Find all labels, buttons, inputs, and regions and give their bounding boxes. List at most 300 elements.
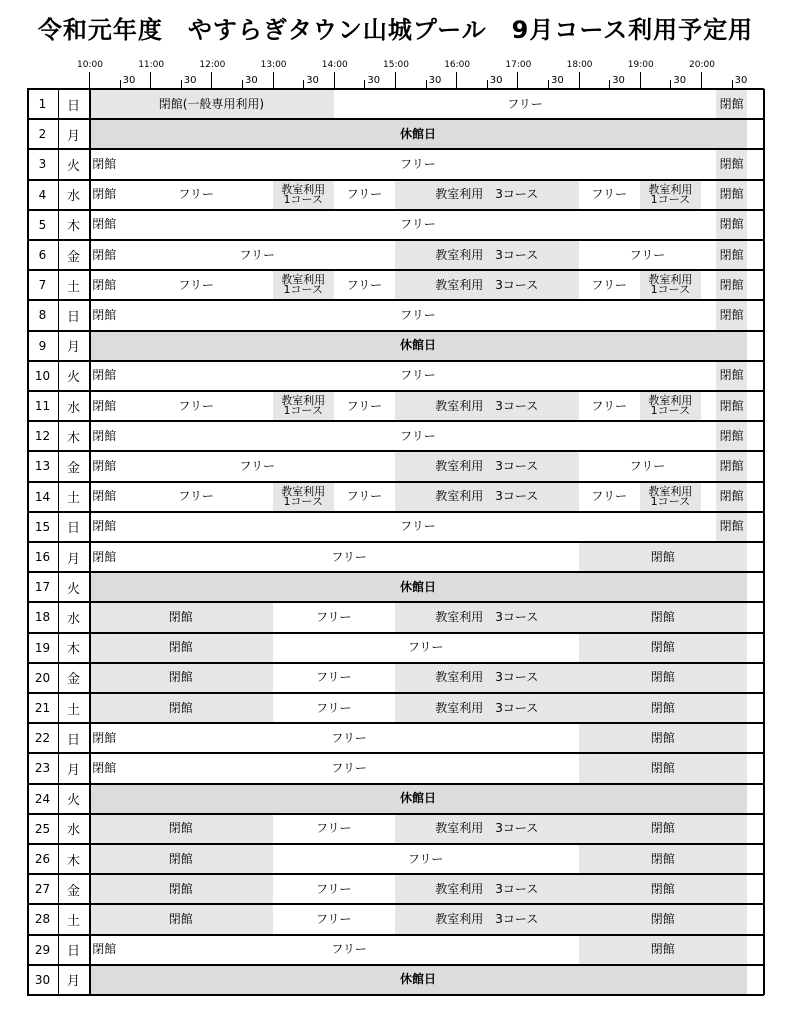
schedule-row [27,391,764,421]
column-divider [89,451,91,481]
date-number: 10 [34,368,51,383]
slot-label: 閉館 [650,700,675,715]
row-rule [27,269,764,271]
slot-label: 教室利用 [281,182,326,196]
slot-label: 閉館 [719,368,744,383]
lesson-slot-cell [395,240,579,270]
slot-label: 閉館 [92,489,117,504]
schedule-row [27,300,764,330]
hour-label: 14:00 [321,60,348,70]
slot-label: 閉館 [92,307,117,322]
slot-label: 閉館 [92,277,117,292]
slot-label: 閉館 [719,247,744,262]
slot-label: 教室利用 3コース [435,881,539,896]
slot-label: 休館日 [399,972,436,987]
row-rule [27,299,764,301]
lesson-slot-cell [395,904,579,934]
slot-sublabel: 1コース [650,404,691,418]
closed-slot-cell [716,270,747,300]
row-rule [27,360,764,362]
slot-label: フリー [400,519,436,534]
slot-label: 教室利用 [648,484,693,498]
slot-sublabel: 1コース [650,494,691,508]
slot-label: 閉館 [650,549,675,564]
date-number: 4 [38,187,47,202]
slot-label: 閉館 [92,549,117,564]
column-divider [89,391,91,421]
closed-slot-cell [701,391,716,421]
slot-label: 閉館 [719,307,744,322]
slot-label: フリー [591,277,627,292]
column-divider [89,331,91,361]
column-divider [89,240,91,270]
half-hour-label: 30 [367,75,381,86]
closed-slot-cell [579,723,747,753]
table-left-border [27,89,29,995]
column-divider [89,693,91,723]
free-slot-cell [273,874,395,904]
slot-label: 教室利用 3コース [435,398,539,413]
date-number: 6 [38,248,47,263]
closed-slot-cell [701,180,716,210]
slot-label: 閉館 [719,489,744,504]
date-number: 30 [34,972,51,987]
column-divider [58,753,59,783]
slot-label: フリー [400,428,436,443]
column-divider [89,361,91,391]
column-divider [89,753,91,783]
slot-label: 閉館 [92,942,117,957]
column-divider [89,300,91,330]
slot-label: 閉館 [719,428,744,443]
free-slot-cell [273,814,395,844]
slot-label: フリー [629,247,666,262]
column-divider [89,844,91,874]
slot-label: フリー [507,96,543,111]
free-slot-cell [273,602,395,632]
slot-label: 教室利用 3コース [435,700,539,715]
row-rule [27,148,764,150]
free-slot-cell [334,89,717,119]
slot-label: 閉館 [168,609,193,624]
weekday: 月 [66,974,80,990]
row-rule [27,390,764,392]
free-slot-cell [120,542,579,572]
date-number: 24 [34,791,51,806]
free-slot-cell [273,663,395,693]
hour-label: 11:00 [138,60,165,70]
closed-slot-cell [89,482,120,512]
free-slot-cell [334,482,395,512]
schedule-row [27,89,764,119]
closed-slot-cell [716,421,747,451]
closed-slot-cell [716,210,747,240]
date-number: 3 [38,157,47,172]
hour-label: 12:00 [199,60,226,70]
slot-label: 教室利用 [648,394,693,408]
row-rule [27,934,764,936]
slot-label: フリー [346,398,383,413]
slot-label: 閉館 [168,640,193,655]
weekday: 土 [66,279,80,295]
half-hour-label: 30 [612,75,625,86]
half-hour-label: 30 [734,75,748,86]
slot-label: 教室利用 3コース [435,458,539,473]
slot-label: 閉館 [719,187,744,202]
closed-slot-cell [579,904,747,934]
closed-slot-cell [579,663,747,693]
slot-label: 閉館 [650,640,675,655]
weekday: 金 [66,883,80,899]
lesson-slot-cell [273,270,334,300]
slot-label: 教室利用 [648,273,693,287]
slot-label: 閉館 [168,911,193,926]
column-divider [58,482,59,512]
slot-label: フリー [178,277,214,292]
closed-slot-cell [89,874,273,904]
slot-label: 閉館 [92,187,117,202]
column-divider [58,935,59,965]
row-rule [27,481,764,483]
closed-slot-cell [579,542,747,572]
slot-label: フリー [400,156,436,171]
free-slot-cell [273,844,579,874]
weekday: 木 [66,642,80,658]
hour-label: 15:00 [383,60,409,70]
schedule-row [27,210,764,240]
slot-label: フリー [239,247,276,262]
column-divider [58,904,59,934]
date-number: 23 [34,761,51,776]
slot-label: 閉館 [650,670,675,685]
column-divider [58,572,59,602]
weekday: 木 [66,219,80,235]
column-divider [89,784,91,814]
slot-label: フリー [346,489,383,504]
hour-label: 18:00 [566,60,593,70]
free-slot-cell [120,421,717,451]
free-slot-cell [120,210,717,240]
date-number: 15 [34,519,51,534]
slot-label: フリー [331,942,367,957]
slot-label: 閉館 [650,911,675,926]
free-slot-cell [334,270,395,300]
slot-label: フリー [591,187,627,202]
column-divider [58,89,59,119]
lesson-slot-cell [273,180,334,210]
slot-label: フリー [400,307,436,322]
row-rule [27,330,764,332]
free-slot-cell [120,361,717,391]
slot-label: 閉館 [650,821,675,836]
slot-label: 教室利用 3コース [435,609,539,624]
date-number: 5 [38,217,47,232]
slot-label: 閉館 [92,760,117,775]
lesson-slot-cell [395,451,579,481]
date-number: 22 [34,731,51,746]
closed-slot-cell [579,814,747,844]
slot-label: 教室利用 3コース [435,187,539,202]
date-number: 12 [34,429,51,444]
closed-slot-cell [579,602,747,632]
column-divider [89,723,91,753]
slot-label: 閉館 [92,217,117,232]
slot-label: 閉館 [92,368,117,383]
schedule-row [27,602,764,632]
slot-label: 休館日 [399,579,436,594]
lesson-slot-cell [640,180,701,210]
free-slot-cell [579,270,640,300]
slot-label: 閉館 [92,156,117,171]
date-number: 20 [34,670,51,685]
slot-label: フリー [346,187,383,202]
weekday: 土 [66,702,80,718]
closed-slot-cell [89,210,120,240]
closed-slot-cell [579,844,747,874]
slot-label: フリー [316,609,352,624]
row-rule [27,209,764,211]
slot-label: 閉館 [650,609,675,624]
slot-sublabel: 1コース [650,283,691,297]
date-number: 1 [38,97,47,112]
closed-slot-cell [716,482,747,512]
slot-label: フリー [591,398,627,413]
column-divider [58,844,59,874]
lesson-slot-cell [395,391,579,421]
slot-label: 閉館 [650,851,675,866]
column-divider [89,119,91,149]
slot-label: 閉館 [719,519,744,534]
slot-label: フリー [346,277,383,292]
row-rule [27,903,764,905]
closed-slot-cell [579,935,747,965]
closed-slot-cell [701,270,716,300]
slot-sublabel: 1コース [283,192,323,206]
half-hour-label: 30 [306,75,319,86]
weekday: 水 [66,189,80,205]
weekday: 日 [66,309,80,325]
schedule-row [27,149,764,179]
row-rule [27,964,764,966]
slot-label: 閉館 [650,942,675,957]
weekday: 金 [66,249,80,265]
slot-label: フリー [316,670,352,685]
weekday: 日 [66,521,80,537]
hour-label: 13:00 [260,60,287,70]
weekday: 土 [66,491,80,507]
weekday: 火 [66,158,80,174]
column-divider [89,482,91,512]
slot-label: 教室利用 3コース [435,489,539,504]
date-number: 13 [34,459,51,474]
column-divider [58,240,59,270]
column-divider [58,814,59,844]
half-hour-label: 30 [551,75,564,86]
closed-slot-cell [716,391,747,421]
free-slot-cell [120,482,273,512]
slot-label: フリー [407,851,444,866]
slot-label: フリー [316,821,352,836]
lesson-slot-cell [395,602,579,632]
page-title: 令和元年度 やすらぎタウン山城プール 9月コース利用予定用 [37,16,754,44]
row-rule [27,783,764,785]
table-right-border [763,89,765,995]
closed-slot-cell [716,180,747,210]
column-divider [58,784,59,814]
closed-slot-cell [716,149,747,179]
closed-slot-cell [579,633,747,663]
free-slot-cell [120,512,717,542]
column-divider [89,874,91,904]
column-divider [58,693,59,723]
closed-slot-cell [89,361,120,391]
row-rule [27,118,764,120]
closed-slot-cell [89,693,273,723]
weekday: 金 [66,672,80,688]
schedule-row [27,361,764,391]
slot-label: フリー [331,730,367,745]
column-divider [58,270,59,300]
schedule-row [27,270,764,300]
slot-label: フリー [178,489,214,504]
column-divider [89,663,91,693]
slot-label: フリー [591,489,627,504]
column-divider [89,421,91,451]
column-divider [58,723,59,753]
column-divider [89,602,91,632]
row-rule [27,571,764,573]
free-slot-cell [579,240,717,270]
row-rule [27,179,764,181]
row-rule [27,511,764,513]
closed-slot-cell [89,451,120,481]
slot-label: 閉館 [650,730,675,745]
schedule-row [27,935,764,965]
weekday: 火 [66,370,80,386]
free-slot-cell [120,300,717,330]
slot-label: 閉館 [92,519,117,534]
half-hour-label: 30 [183,75,197,86]
weekday: 金 [66,460,80,476]
column-divider [89,935,91,965]
weekday: 月 [66,762,80,778]
schedule-row [27,119,764,149]
slot-label: 閉館 [92,458,117,473]
closed-slot-cell [89,602,273,632]
lesson-slot-cell [395,693,579,723]
closed-day-cell [89,119,747,149]
lesson-slot-cell [640,482,701,512]
column-divider [89,965,91,995]
schedule-row [27,331,764,361]
column-divider [58,874,59,904]
slot-label: 閉館 [92,730,117,745]
row-rule [27,601,764,603]
weekday: 日 [66,944,80,960]
schedule-row [27,844,764,874]
column-divider [58,602,59,632]
free-slot-cell [120,391,273,421]
row-rule [27,541,764,543]
date-number: 18 [34,610,51,625]
half-hour-label: 30 [673,75,687,86]
slot-label: フリー [178,187,214,202]
lesson-slot-cell [395,874,579,904]
schedule-row [27,512,764,542]
closed-slot-cell [716,361,747,391]
row-rule [27,813,764,815]
row-rule [27,994,764,996]
free-slot-cell [579,451,717,481]
closed-slot-cell [89,844,273,874]
half-hour-label: 30 [122,75,136,86]
hour-label: 20:00 [689,60,715,70]
column-divider [89,180,91,210]
free-slot-cell [120,149,717,179]
free-slot-cell [579,482,640,512]
slot-label: 教室利用 3コース [435,247,539,262]
weekday: 月 [66,551,80,567]
column-divider [58,119,59,149]
closed-slot-cell [716,512,747,542]
date-number: 21 [34,701,51,716]
date-number: 8 [38,308,47,323]
free-slot-cell [334,180,395,210]
row-rule [27,692,764,694]
schedule-row [27,965,764,995]
row-rule [27,88,764,90]
row-rule [27,450,764,452]
slot-label: フリー [407,640,444,655]
slot-sublabel: 1コース [283,494,323,508]
free-slot-cell [120,723,579,753]
free-slot-cell [120,935,579,965]
free-slot-cell [579,180,640,210]
closed-day-cell [89,965,747,995]
date-number: 28 [34,912,51,927]
slot-sublabel: 1コース [283,283,323,297]
date-number: 9 [38,338,47,353]
closed-slot-cell [89,935,120,965]
slot-label: 閉館 [168,821,193,836]
slot-label: 休館日 [399,338,436,353]
row-rule [27,873,764,875]
schedule-row [27,874,764,904]
column-divider [89,512,91,542]
hour-label: 17:00 [505,60,532,70]
schedule-row [27,633,764,663]
date-number: 27 [34,882,51,897]
row-rule [27,632,764,634]
weekday: 火 [66,581,80,597]
closed-slot-cell [89,149,120,179]
lesson-slot-cell [395,180,579,210]
closed-slot-cell [89,240,120,270]
closed-day-cell [89,784,747,814]
closed-slot-cell [89,542,120,572]
slot-label: 休館日 [399,126,436,141]
slot-label: 閉館 [719,398,744,413]
closed-slot-cell [89,904,273,934]
weekday: 水 [66,400,80,416]
row-rule [27,420,764,422]
slot-label: フリー [178,398,214,413]
column-divider [58,331,59,361]
lesson-slot-cell [640,270,701,300]
schedule-row [27,814,764,844]
free-slot-cell [120,240,395,270]
closed-slot-cell [89,723,120,753]
